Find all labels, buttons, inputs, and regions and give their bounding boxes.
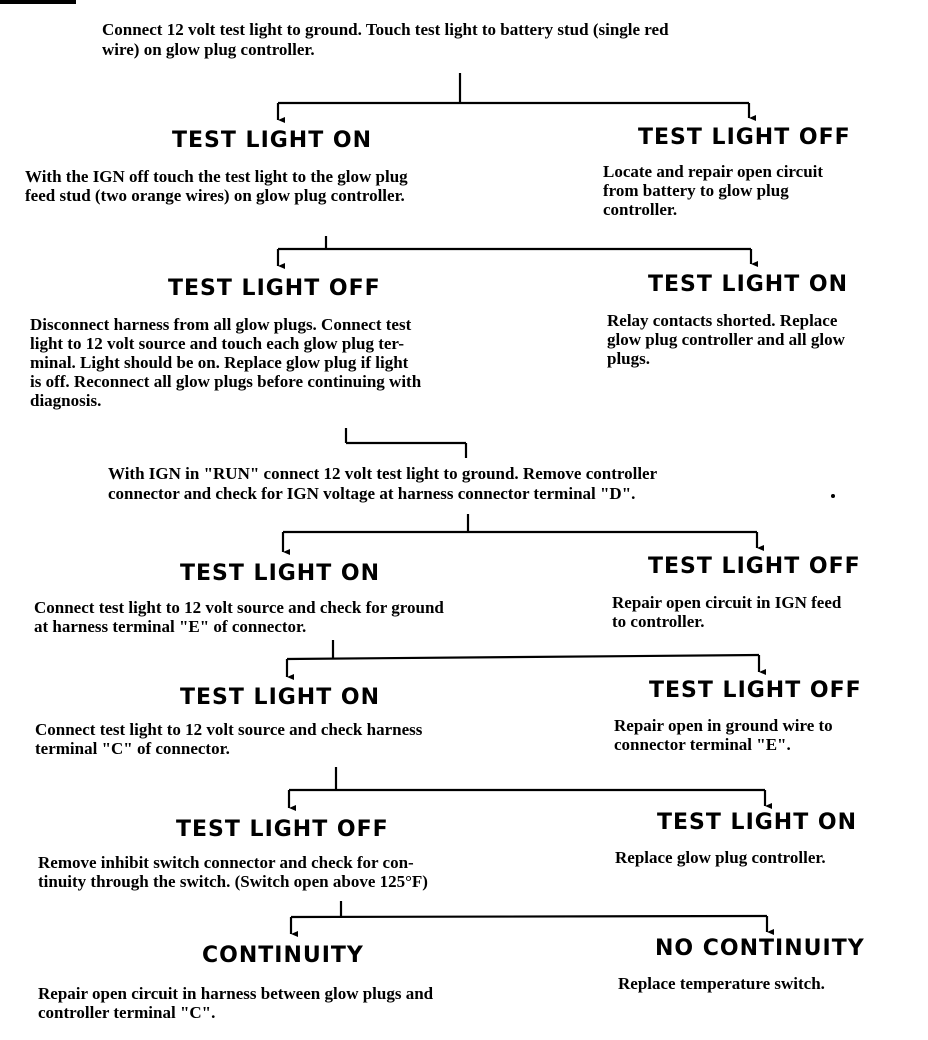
row2-left-text: Disconnect harness from all glow plugs. Connect test light to 12 volt source and touch each glow plug ter- minal. Light should be on. Replace glow plug if light is off. Reconnect all glow plugs before continuing with diagnosis. bbox=[30, 315, 422, 410]
row4-right-text: Repair open in ground wire to connector terminal "E". bbox=[614, 716, 833, 754]
row5-left-heading: TEST LIGHT OFF bbox=[176, 817, 389, 842]
row5-right-heading: TEST LIGHT ON bbox=[657, 810, 857, 835]
row3-left-heading: TEST LIGHT ON bbox=[180, 561, 380, 586]
row1-left-text: With the IGN off touch the test light to the glow plug feed stud (two orange wires) on glow plug controller. bbox=[25, 167, 408, 205]
row2-right-heading: TEST LIGHT ON bbox=[648, 272, 848, 297]
row6-left-heading: CONTINUITY bbox=[202, 943, 364, 968]
middle-instruction-text: With IGN in "RUN" connect 12 volt test light to ground. Remove controller connector and check for IGN voltage at harness connector terminal "D". bbox=[108, 464, 658, 503]
row4-left-heading: TEST LIGHT ON bbox=[180, 685, 380, 710]
row3-right-heading: TEST LIGHT OFF bbox=[648, 554, 861, 579]
row4-right-heading: TEST LIGHT OFF bbox=[649, 678, 862, 703]
intro-text: Connect 12 volt test light to ground. Touch test light to battery stud (single red wire) on glow plug controller. bbox=[102, 20, 669, 59]
connector-bar-7 bbox=[291, 916, 767, 917]
row3-right-text: Repair open circuit in IGN feed to controller. bbox=[612, 593, 842, 631]
row5-left-text: Remove inhibit switch connector and check for con- tinuity through the switch. (Switch open above 125°F) bbox=[38, 853, 428, 891]
row1-right-heading: TEST LIGHT OFF bbox=[638, 125, 851, 150]
row6-right-heading: NO CONTINUITY bbox=[655, 936, 865, 961]
row6-left-text: Repair open circuit in harness between glow plugs and controller terminal "C". bbox=[38, 984, 434, 1022]
connector-bar-5 bbox=[287, 655, 759, 659]
row3-left-text: Connect test light to 12 volt source and check for ground at harness terminal "E" of connector. bbox=[34, 598, 444, 636]
row2-left-heading: TEST LIGHT OFF bbox=[168, 276, 381, 301]
row1-left-heading: TEST LIGHT ON bbox=[172, 128, 372, 153]
row4-left-text: Connect test light to 12 volt source and check harness terminal "C" of connector. bbox=[35, 720, 423, 758]
stray-dot bbox=[831, 494, 835, 498]
row6-right-text: Replace temperature switch. bbox=[618, 974, 825, 993]
row2-right-text: Relay contacts shorted. Replace glow plug controller and all glow plugs. bbox=[607, 311, 845, 368]
row5-right-text: Replace glow plug controller. bbox=[615, 848, 826, 867]
row1-right-text: Locate and repair open circuit from battery to glow plug controller. bbox=[603, 162, 824, 219]
